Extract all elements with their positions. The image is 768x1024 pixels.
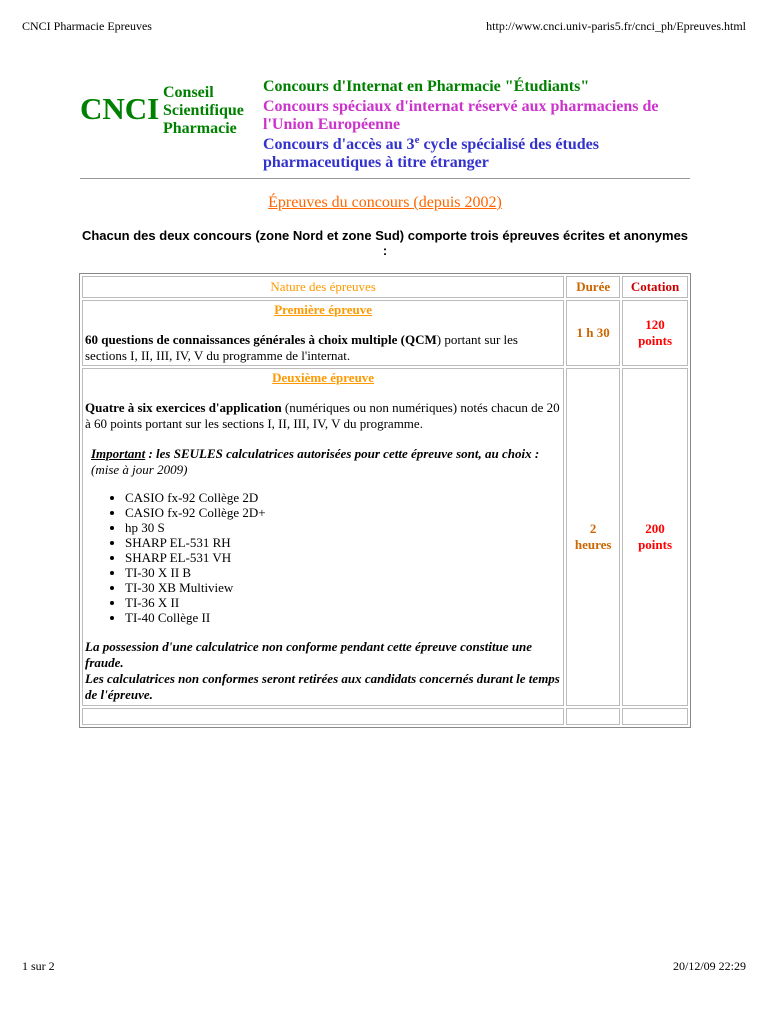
list-item: • TI-30 XB Multiview	[125, 580, 561, 595]
header-cotation: Cotation	[622, 276, 688, 298]
second-epreuve-description: Quatre à six exercices d'application (numériques ou non numériques) notés chacun de 20 à 60 points portant sur les sections I, II, III, IV, V du programme.	[85, 400, 560, 431]
print-url: http://www.cnci.univ-paris5.fr/cnci_ph/Epreuves.html	[486, 19, 746, 33]
print-page-title: CNCI Pharmacie Epreuves	[22, 19, 152, 33]
horizontal-rule	[80, 178, 690, 179]
masthead	[80, 78, 690, 171]
table-row	[82, 368, 688, 706]
second-epreuve-title: Deuxième épreuve	[272, 370, 375, 385]
first-cotation: 120 points	[622, 300, 688, 366]
logo-sub-line: Conseil	[163, 84, 214, 101]
page-number: 1 sur 2	[22, 959, 55, 973]
list-item: • TI-40 Collège II	[125, 610, 561, 625]
table-header-row	[82, 276, 688, 298]
cnci-logo: CNCI	[80, 91, 160, 126]
header-nature: Nature des épreuves	[82, 276, 564, 298]
first-duree: 1 h 30	[566, 300, 620, 366]
second-duree: 2 heures	[566, 368, 620, 706]
print-datetime: 20/12/09 22:29	[672, 959, 746, 973]
table-row	[82, 300, 688, 366]
first-epreuve-cell	[82, 300, 564, 366]
header-duree: Durée	[566, 276, 620, 298]
logo-subtitle	[163, 84, 244, 138]
title-internat-etudiants: Concours d'Internat en Pharmacie "Étudiants"	[263, 78, 590, 95]
list-item: • TI-36 X II	[125, 595, 561, 610]
contest-titles	[263, 78, 693, 172]
list-item: • CASIO fx-92 Collège 2D	[125, 490, 561, 505]
list-item: • SHARP EL-531 RH	[125, 535, 561, 550]
intro-text: Chacun des deux concours (zone Nord et zone Sud) comporte trois épreuves écrites et anonymes :	[81, 228, 689, 258]
empty-cell	[622, 708, 688, 725]
confiscation-warning: Les calculatrices non conformes seront retirées aux candidats concernés durant le temps de l'épreuve.	[85, 671, 560, 702]
second-cotation: 200 points	[622, 368, 688, 706]
list-item: • CASIO fx-92 Collège 2D+	[125, 505, 561, 520]
logo-sub-line: Scientifique	[163, 102, 244, 119]
empty-cell	[82, 708, 564, 725]
logo-sub-line: Pharmacie	[163, 120, 237, 137]
calculator-notice: Important : les SEULES calculatrices autorisées pour cette épreuve sont, au choix : (mise à jour 2009)	[91, 446, 540, 477]
first-epreuve-title: Première épreuve	[274, 302, 373, 317]
table-row-empty	[82, 708, 688, 725]
calculator-list	[85, 490, 561, 625]
first-epreuve-description: 60 questions de connaissances générales à choix multiple (QCM) portant sur les sections I, II, III, IV, V du programme de l'internat.	[85, 332, 518, 363]
list-item: • hp 30 S	[125, 520, 561, 535]
title-3e-cycle: Concours d'accès au 3e cycle spécialisé des études pharmaceutiques à titre étranger	[263, 134, 599, 171]
epreuves-table	[79, 273, 691, 728]
print-footer	[22, 959, 746, 974]
print-header	[22, 19, 746, 34]
fraud-warning: La possession d'une calculatrice non conforme pendant cette épreuve constitue une fraude.	[85, 639, 533, 670]
empty-cell	[566, 708, 620, 725]
list-item: • TI-30 X II B	[125, 565, 561, 580]
page-title: Épreuves du concours (depuis 2002)	[268, 194, 502, 211]
title-concours-ue: Concours spéciaux d'internat réservé aux pharmaciens de l'Union Européenne	[263, 98, 659, 133]
list-item: • SHARP EL-531 VH	[125, 550, 561, 565]
second-epreuve-cell	[82, 368, 564, 706]
